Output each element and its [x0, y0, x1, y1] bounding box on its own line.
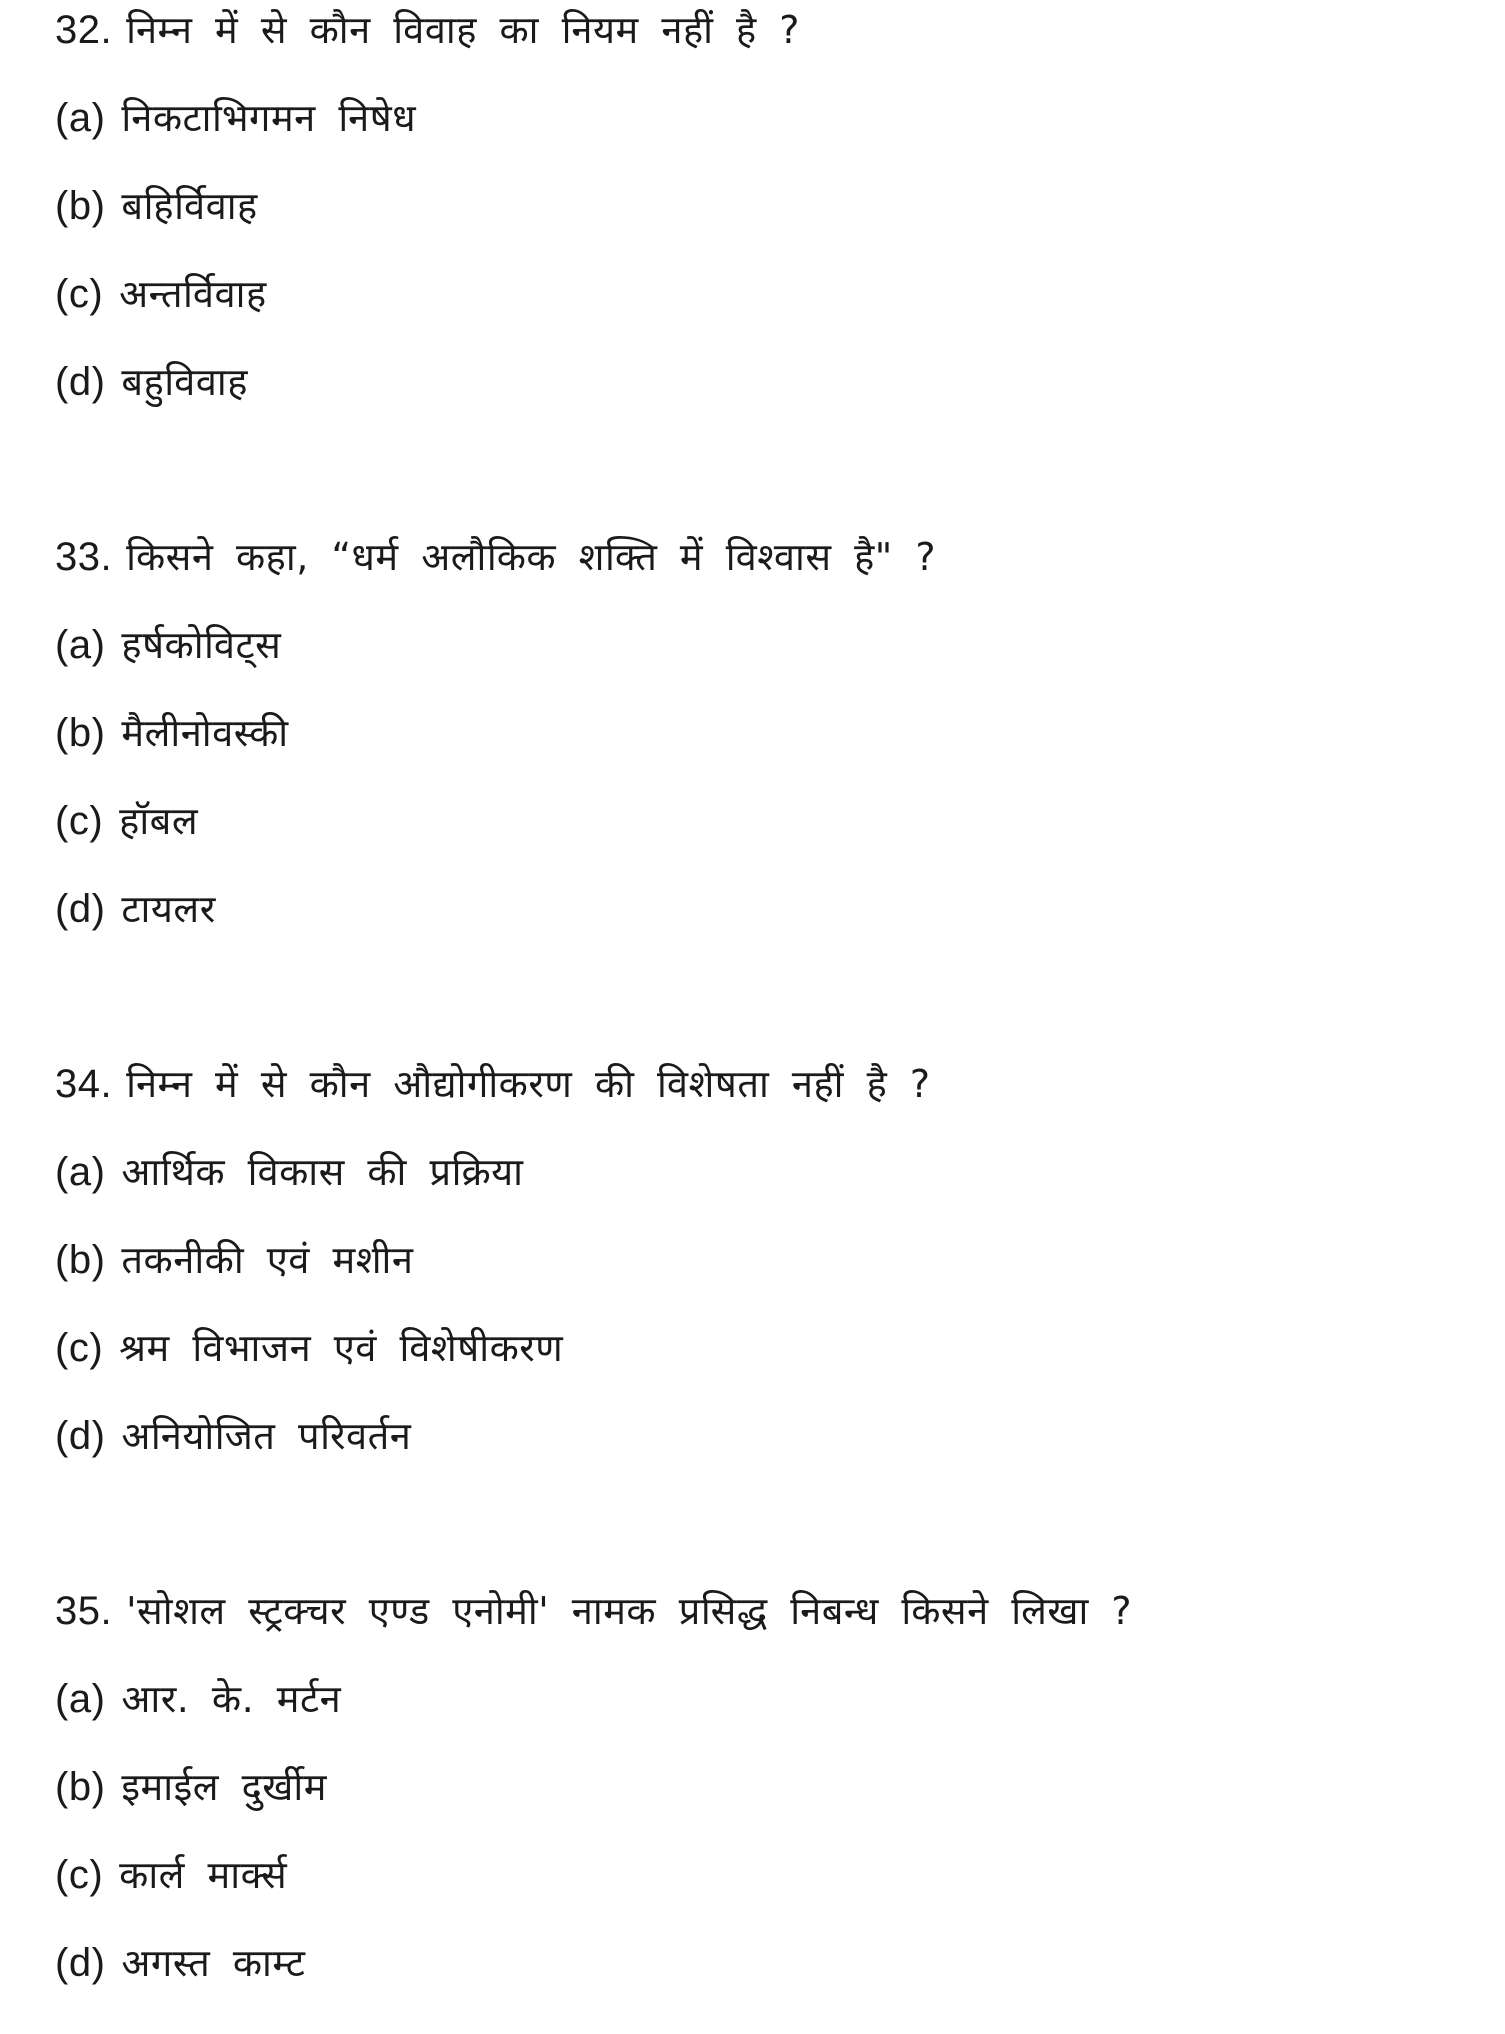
option-text: तकनीकी एवं मशीन: [121, 1238, 414, 1282]
option-label: (c): [55, 1326, 104, 1370]
question-35: [55, 1567, 1455, 2007]
option-d: [55, 1919, 1455, 2007]
question-34: [55, 1040, 1455, 1480]
option-label: (d): [55, 1414, 106, 1458]
option-text: आर. के. मर्टन: [121, 1677, 342, 1721]
question-stem: [55, 513, 1455, 601]
option-label: (c): [55, 1853, 104, 1897]
question-number: 35.: [55, 1589, 113, 1633]
option-text: हॉबल: [119, 799, 199, 843]
option-text: आर्थिक विकास की प्रक्रिया: [121, 1150, 524, 1194]
question-stem: [55, 1040, 1455, 1128]
question-number: 33.: [55, 535, 113, 579]
option-text: अन्तर्विवाह: [119, 272, 267, 316]
option-label: (a): [55, 96, 106, 140]
option-a: [55, 1655, 1455, 1743]
question-number: 34.: [55, 1062, 113, 1106]
option-text: अगस्त काम्ट: [121, 1941, 306, 1985]
option-d: [55, 338, 1455, 426]
option-label: (d): [55, 1941, 106, 1985]
option-label: (d): [55, 887, 106, 931]
option-d: [55, 1392, 1455, 1480]
option-label: (a): [55, 1677, 106, 1721]
option-label: (b): [55, 711, 106, 755]
question-text: निम्न में से कौन औद्योगीकरण की विशेषता नहीं है ?: [126, 1062, 931, 1106]
option-label: (c): [55, 799, 104, 843]
option-label: (b): [55, 1765, 106, 1809]
option-b: [55, 689, 1455, 777]
question-stem: [55, 1567, 1455, 1655]
option-d: [55, 865, 1455, 953]
question-stem: [55, 0, 1455, 74]
option-c: [55, 250, 1455, 338]
option-text: अनियोजित परिवर्तन: [121, 1414, 412, 1458]
option-label: (d): [55, 360, 106, 404]
option-a: [55, 601, 1455, 689]
option-label: (a): [55, 623, 106, 667]
question-text: निम्न में से कौन विवाह का नियम नहीं है ?: [126, 8, 800, 52]
option-text: कार्ल मार्क्स: [119, 1853, 288, 1897]
option-b: [55, 1743, 1455, 1831]
question-33: [55, 513, 1455, 953]
option-label: (b): [55, 1238, 106, 1282]
question-number: 32.: [55, 8, 113, 52]
option-text: निकटाभिगमन निषेध: [121, 96, 417, 140]
option-text: बहिर्विवाह: [121, 184, 258, 228]
option-text: हर्षकोविट्स: [121, 623, 282, 667]
option-c: [55, 1304, 1455, 1392]
option-text: श्रम विभाजन एवं विशेषीकरण: [119, 1326, 564, 1370]
option-label: (b): [55, 184, 106, 228]
option-text: मैलीनोवस्की: [121, 711, 289, 755]
question-text: 'सोशल स्ट्रक्चर एण्ड एनोमी' नामक प्रसिद्ध निबन्ध किसने लिखा ?: [126, 1589, 1133, 1633]
option-c: [55, 777, 1455, 865]
option-a: [55, 74, 1455, 162]
option-a: [55, 1128, 1455, 1216]
option-b: [55, 162, 1455, 250]
option-text: इमाईल दुर्खीम: [121, 1765, 327, 1809]
question-text: किसने कहा, “धर्म अलौकिक शक्ति में विश्वास है" ?: [126, 535, 936, 579]
question-32: [55, 0, 1455, 426]
option-c: [55, 1831, 1455, 1919]
option-b: [55, 1216, 1455, 1304]
option-label: (c): [55, 272, 104, 316]
option-label: (a): [55, 1150, 106, 1194]
option-text: टायलर: [121, 887, 216, 931]
option-text: बहुविवाह: [121, 360, 248, 404]
